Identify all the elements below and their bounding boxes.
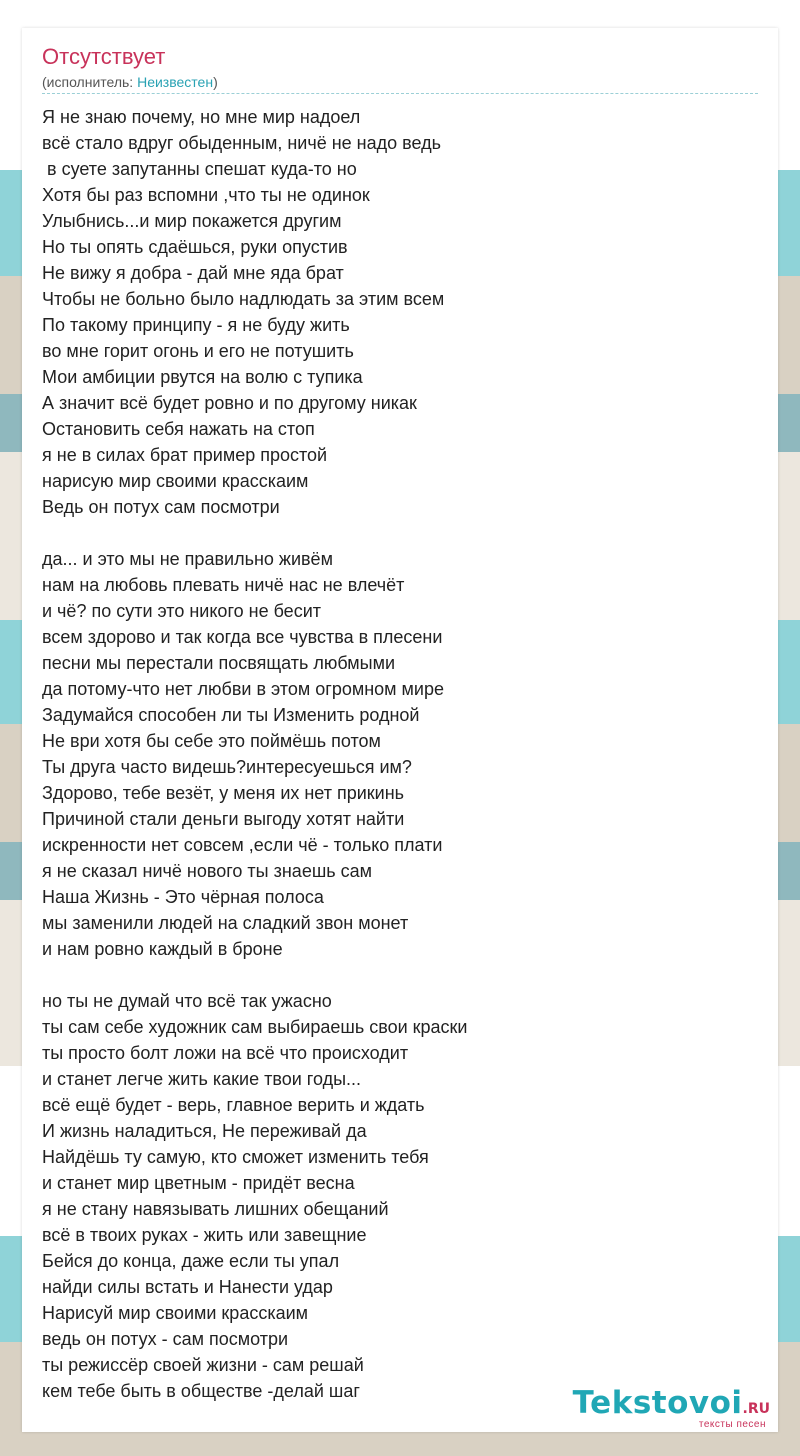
lyrics-text bbox=[42, 104, 762, 1430]
lyric-line: нарисую мир своими красскаим bbox=[42, 471, 309, 491]
lyric-line: я не сказал ничё нового ты знаешь сам bbox=[42, 861, 373, 881]
lyric-line: Мои амбиции рвутся на волю с тупика bbox=[42, 367, 363, 387]
lyric-line: Задумайся способен ли ты Изменить родной bbox=[42, 705, 420, 725]
lyric-line: во мне горит огонь и его не потушить bbox=[42, 341, 354, 361]
lyric-line: я не стану навязывать лишних обещаний bbox=[42, 1199, 389, 1219]
lyric-line: всё стало вдруг обыденным, ничё не надо ведь bbox=[42, 133, 442, 153]
lyric-line: в суете запутанны спешат куда-то но bbox=[42, 159, 357, 179]
lyric-line: Улыбнись...и мир покажется другим bbox=[42, 211, 342, 231]
lyric-line: всё в твоих руках - жить или завещние bbox=[42, 1225, 367, 1245]
lyric-line: и станет мир цветным - придёт весна bbox=[42, 1173, 355, 1193]
lyric-line: да потому-что нет любви в этом огромном мире bbox=[42, 679, 444, 699]
lyric-line: Не вижу я добра - дай мне яда брат bbox=[42, 263, 344, 283]
performer-line bbox=[42, 73, 218, 91]
site-logo[interactable] bbox=[573, 1386, 770, 1430]
title-divider bbox=[42, 93, 758, 94]
lyric-line: и чё? по сути это никого не бесит bbox=[42, 601, 321, 621]
lyrics-stanza bbox=[42, 104, 762, 520]
lyric-line: и нам ровно каждый в броне bbox=[42, 939, 283, 959]
lyrics-stanza bbox=[42, 988, 762, 1404]
logo-tagline: тексты песен bbox=[698, 1419, 766, 1430]
lyric-line: ты режиссёр своей жизни - сам решай bbox=[42, 1355, 364, 1375]
lyric-line: но ты не думай что всё так ужасно bbox=[42, 991, 332, 1011]
lyric-line: Хотя бы раз вспомни ,что ты не одинок bbox=[42, 185, 370, 205]
lyric-line: я не в силах брат пример простой bbox=[42, 445, 328, 465]
lyric-line: всем здорово и так когда все чувства в плесени bbox=[42, 627, 443, 647]
lyric-line: Остановить себя нажать на стоп bbox=[42, 419, 315, 439]
lyric-line: песни мы перестали посвящать любмыми bbox=[42, 653, 396, 673]
lyric-line: найди силы встать и Нанести удар bbox=[42, 1277, 333, 1297]
performer-prefix: (исполнитель: bbox=[42, 74, 138, 90]
lyric-line: Чтобы не больно было надлюдать за этим всем bbox=[42, 289, 445, 309]
performer-suffix: ) bbox=[213, 74, 218, 90]
lyric-line: Ты друга часто видешь?интересуешься им? bbox=[42, 757, 412, 777]
lyric-line: Наша Жизнь - Это чёрная полоса bbox=[42, 887, 324, 907]
lyrics-card bbox=[22, 28, 778, 1432]
lyric-line: И жизнь наладиться, Не переживай да bbox=[42, 1121, 367, 1141]
lyric-line: ты просто болт ложи на всё что происходит bbox=[42, 1043, 409, 1063]
lyric-line: кем тебе быть в обществе -делай шаг bbox=[42, 1381, 360, 1401]
performer-link[interactable]: Неизвестен bbox=[137, 74, 214, 90]
lyric-line: ведь он потух - сам посмотри bbox=[42, 1329, 289, 1349]
logo-tld: .RU bbox=[742, 1401, 770, 1417]
lyric-line: Не ври хотя бы себе это поймёшь потом bbox=[42, 731, 381, 751]
lyric-line: Бейся до конца, даже если ты упал bbox=[42, 1251, 340, 1271]
lyric-line: нам на любовь плевать ничё нас не влечёт bbox=[42, 575, 405, 595]
song-title: Отсутствует bbox=[42, 44, 166, 69]
lyric-line: По такому принципу - я не буду жить bbox=[42, 315, 350, 335]
lyrics-stanza bbox=[42, 546, 762, 962]
lyric-line: Ведь он потух сам посмотри bbox=[42, 497, 280, 517]
lyric-line: Но ты опять сдаёшься, руки опустив bbox=[42, 237, 348, 257]
lyric-line: мы заменили людей на сладкий звон монет bbox=[42, 913, 409, 933]
lyric-line: Здорово, тебе везёт, у меня их нет прикинь bbox=[42, 783, 405, 803]
lyric-line: всё ещё будет - верь, главное верить и ждать bbox=[42, 1095, 425, 1115]
lyric-line: Нарисуй мир своими красскаим bbox=[42, 1303, 309, 1323]
logo-name: Tekstovoi bbox=[572, 1385, 743, 1421]
lyric-line: А значит всё будет ровно и по другому никак bbox=[42, 393, 417, 413]
lyric-line: искренности нет совсем ,если чё - только плати bbox=[42, 835, 443, 855]
lyric-line: ты сам себе художник сам выбираешь свои краски bbox=[42, 1017, 468, 1037]
lyric-line: Причиной стали деньги выгоду хотят найти bbox=[42, 809, 405, 829]
lyric-line: Найдёшь ту самую, кто сможет изменить тебя bbox=[42, 1147, 429, 1167]
lyric-line: Я не знаю почему, но мне мир надоел bbox=[42, 107, 361, 127]
lyric-line: и станет легче жить какие твои годы... bbox=[42, 1069, 362, 1089]
lyric-line: да... и это мы не правильно живём bbox=[42, 549, 333, 569]
